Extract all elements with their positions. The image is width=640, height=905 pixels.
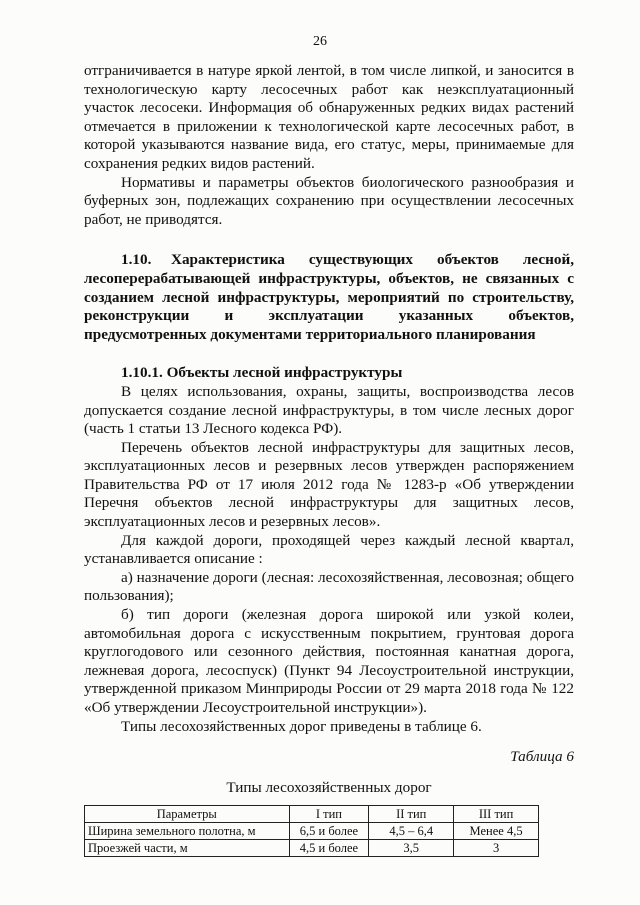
- paragraph: Перечень объектов лесной инфраструктуры для защитных лесов, эксплуатационных лесов и резервных лесов утвержден распоряжением Правительства РФ от 17 июля 2012 года № 1283-р «Об утверждении Перечня объектов лесной инфраструктуры для защитных лесов, эксплуатационных лесов и резервных лесов».: [84, 438, 574, 531]
- table-row: [85, 840, 539, 857]
- paragraph: Типы лесохозяйственных дорог приведены в таблице 6.: [121, 717, 482, 735]
- paragraph: отграничивается в натуре яркой лентой, в том числе липкой, и заносится в технологическую карту лесосечных работ как неэксплуатационный участок лесосеки. Информация об обнаруженных редких видах растений отмечается в приложении к технологической карте лесосечных работ, в которой указываются название вида, его статус, меры, принимаемые для сохранения редких видов растений.: [84, 62, 574, 172]
- table-caption: Таблица 6: [510, 748, 574, 766]
- list-item: а) назначение дороги (лесная: лесохозяйственная, лесовозная; общего пользования);: [84, 568, 574, 605]
- table-cell: 4,5 – 6,4: [369, 823, 454, 840]
- column-header: III тип: [454, 806, 539, 823]
- subsection-heading: 1.10.1. Объекты лесной инфраструктуры: [121, 364, 403, 382]
- paragraph: Для каждой дороги, проходящей через каждый лесной квартал, устанавливается описание :: [84, 531, 574, 568]
- table-cell: Ширина земельного полотна, м: [85, 823, 290, 840]
- column-header: Параметры: [85, 806, 290, 823]
- list-item: б) тип дороги (железная дорога широкой или узкой колеи, автомобильная дорога с искусственным покрытием, грунтовая дорога круглогодового или сезонного действия, постоянная канатная дорога, лежневая дорога, лесоспуск) (Пункт 94 Лесоустроительной инструкции, утвержденной приказом Минприроды России от 29 марта 2018 года № 122 «Об утверждении Лесоустроительной инструкции»).: [84, 606, 574, 716]
- section-title: Характеристика существующих объектов лесной, лесоперерабатывающей инфраструктуры, объектов, не связанных с созданием лесной инфраструктуры, мероприятий по строительству, реконструкции и эксплуатации указанных объектов, предусмотренных документами территориального планирования: [84, 251, 574, 343]
- column-header: I тип: [289, 806, 369, 823]
- section-number: 1.10.: [121, 251, 152, 269]
- document-body: [84, 62, 574, 857]
- paragraph: Нормативы и параметры объектов биологического разнообразия и буферных зон, подлежащих сохранению при осуществлении лесосечных работ, не приводятся.: [84, 173, 574, 228]
- table-header-row: [85, 806, 539, 823]
- page-number: 26: [313, 34, 327, 49]
- column-header: II тип: [369, 806, 454, 823]
- road-types-table: [84, 805, 539, 857]
- table-cell: 4,5 и более: [289, 840, 369, 857]
- paragraph: В целях использования, охраны, защиты, воспроизводства лесов допускается создание лесной инфраструктуры, в том числе лесных дорог (часть 1 статьи 13 Лесного кодекса РФ).: [84, 382, 574, 438]
- table-cell: Проезжей части, м: [85, 840, 290, 857]
- table-title: Типы лесохозяйственных дорог: [226, 778, 432, 796]
- table-cell: 3,5: [369, 840, 454, 857]
- section-heading: [84, 251, 574, 344]
- table-cell: 6,5 и более: [289, 823, 369, 840]
- table-row: [85, 823, 539, 840]
- table-cell: Менее 4,5: [454, 823, 539, 840]
- table-cell: 3: [454, 840, 539, 857]
